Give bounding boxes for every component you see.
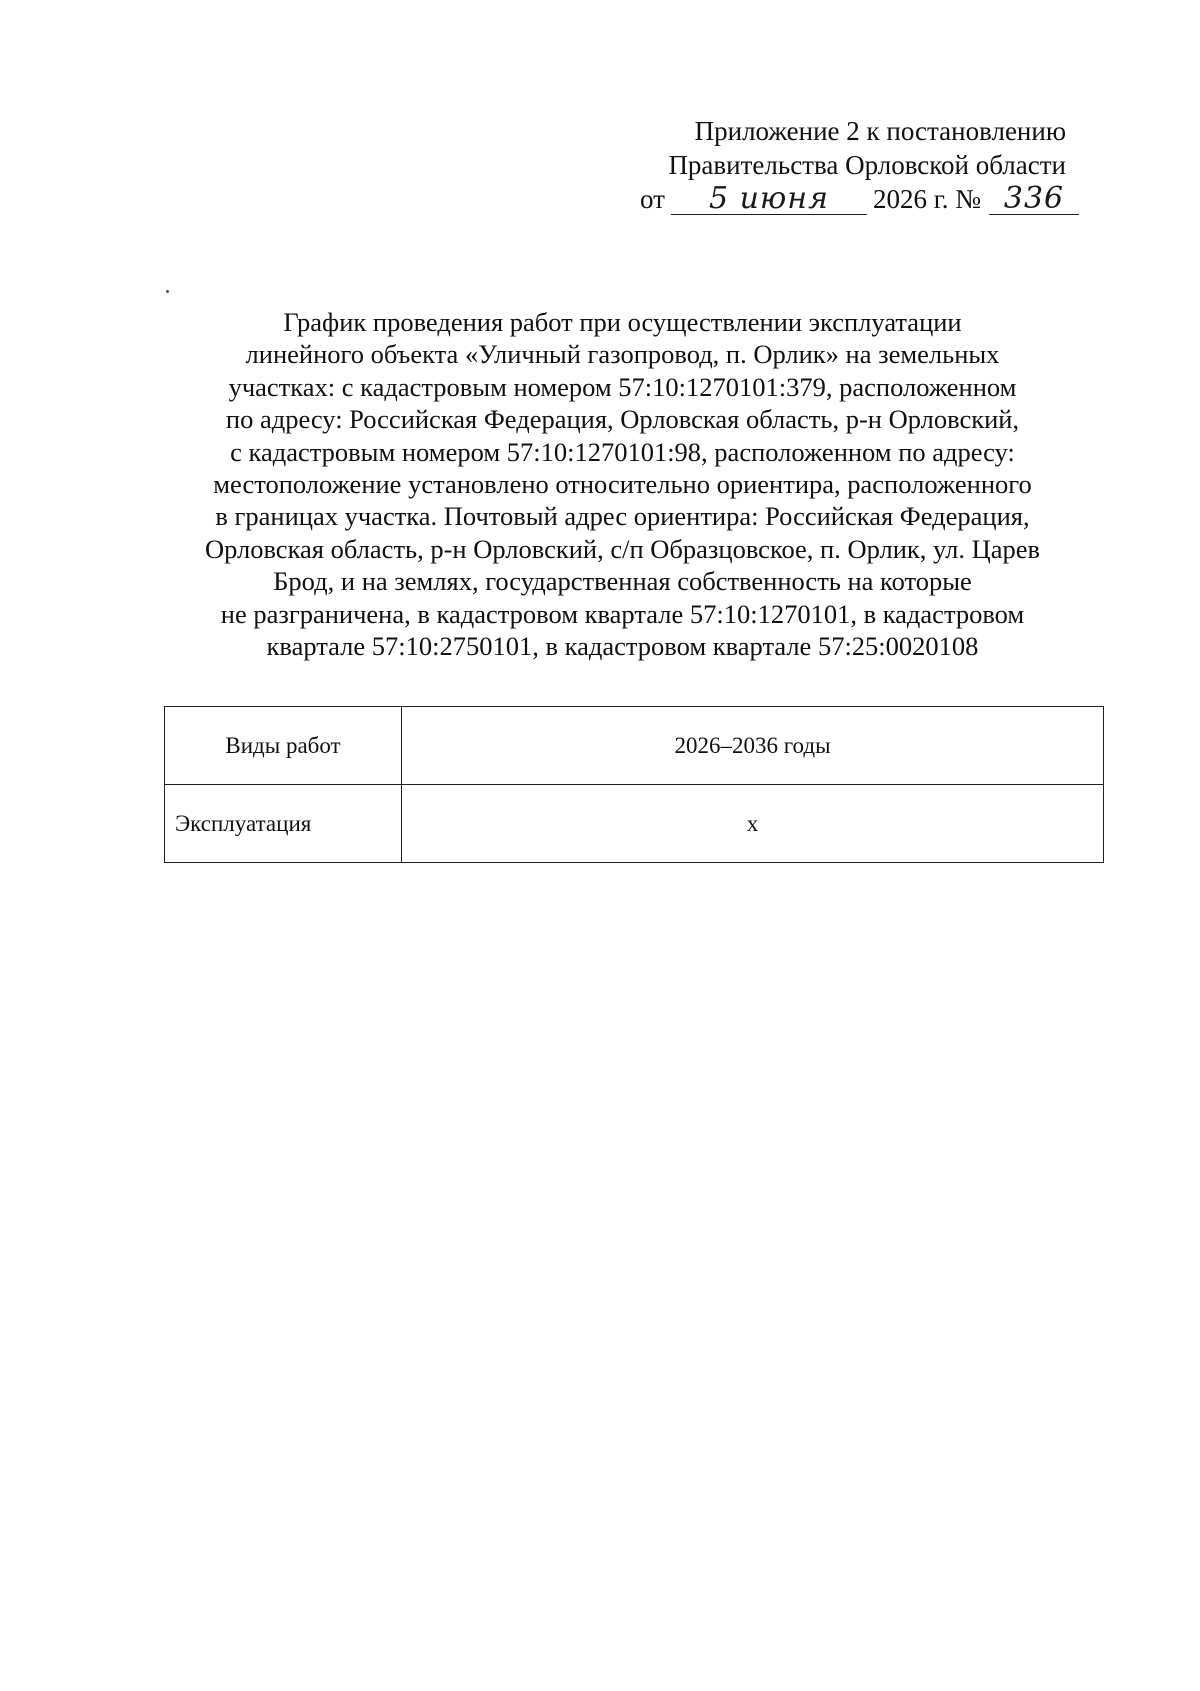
title-line: График проведения работ при осуществлении эксплуатации (283, 307, 962, 337)
document-title (155, 306, 1090, 662)
title-line: в границах участка. Почтовый адрес ориентира: Российская Федерация, (215, 501, 1030, 532)
header-cell-work-types: Виды работ (165, 707, 402, 785)
works-schedule-table (164, 706, 1104, 863)
appendix-line-1: Приложение 2 к постановлению (694, 116, 1066, 146)
table-header-row (165, 707, 1104, 785)
stray-dot (166, 290, 169, 293)
title-line: не разграничена, в кадастровом квартале 57:10:1270101, в кадастровом (220, 598, 1025, 629)
handwritten-date: 5 июня (708, 181, 829, 216)
date-blank (671, 181, 867, 216)
number-blank (989, 181, 1079, 216)
cell-work-type: Эксплуатация (165, 785, 402, 863)
title-line: по адресу: Российская Федерация, Орловская область, р-н Орловский, (225, 404, 1020, 435)
title-line: Брод, и на землях, государственная собственность на которые (273, 566, 972, 597)
title-line: Орловская область, р-н Орловский, с/п Образцовское, п. Орлик, ул. Царев (204, 533, 1041, 564)
appendix-line-2: Правительства Орловской области (668, 150, 1066, 180)
title-line: линейного объекта «Уличный газопровод, п. Орлик» на земельных (245, 339, 1000, 370)
title-line: квартале 57:10:2750101, в кадастровом квартале 57:25:0020108 (266, 631, 979, 662)
handwritten-number: 336 (1003, 181, 1065, 216)
header-cell-years: 2026–2036 годы (402, 707, 1104, 785)
appendix-header (620, 114, 1090, 216)
year-text: 2026 г. № (872, 184, 981, 214)
cell-schedule-mark: х (402, 785, 1104, 863)
date-prefix: от (640, 184, 665, 214)
appendix-date-line (620, 182, 1090, 216)
title-line: местоположение установлено относительно ориентира, расположенного (213, 469, 1032, 500)
title-line: участках: с кадастровым номером 57:10:1270101:379, расположенном (228, 371, 1017, 402)
title-line: с кадастровым номером 57:10:1270101:98, расположенном по адресу: (230, 436, 1015, 467)
table-row (165, 785, 1104, 863)
